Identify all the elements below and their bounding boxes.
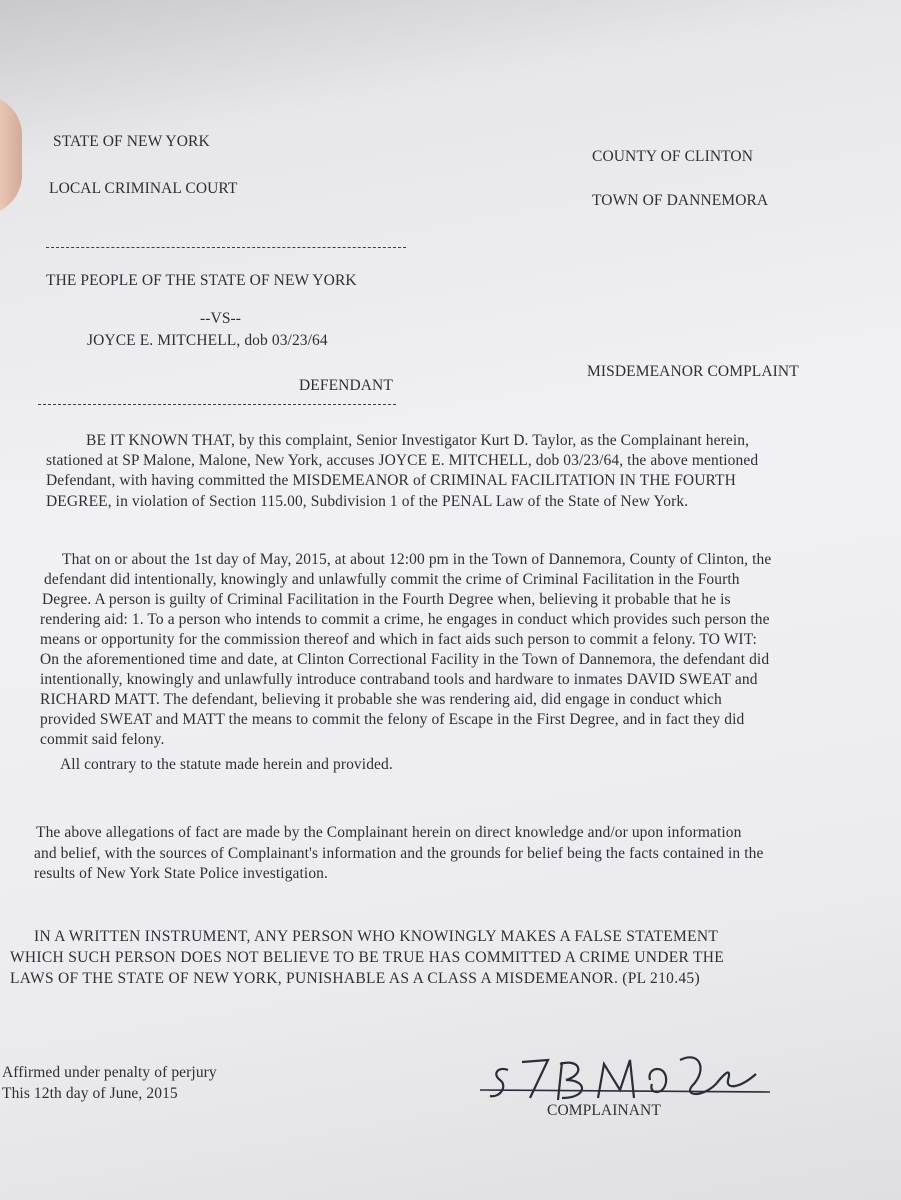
p1-line-1: BE IT KNOWN THAT, by this complaint, Senior Investigator Kurt D. Taylor, as the Complainant herein, [86, 432, 750, 449]
p3-line-3: results of New York State Police investigation. [34, 865, 329, 882]
complaint-type: MISDEMEANOR COMPLAINT [587, 363, 799, 380]
court-heading: LOCAL CRIMINAL COURT [49, 180, 238, 197]
defendant-name: JOYCE E. MITCHELL, dob 03/23/64 [87, 332, 328, 349]
caption-top-rule [46, 247, 406, 248]
p2-line-5: means or opportunity for the commission thereof and which in fact aids such person to commit a felony. TO WIT: [40, 631, 757, 648]
warning-line-1: IN A WRITTEN INSTRUMENT, ANY PERSON WHO KNOWINGLY MAKES A FALSE STATEMENT [34, 928, 719, 945]
town-heading: TOWN OF DANNEMORA [592, 192, 769, 209]
thumb [0, 95, 22, 215]
warning-line-3: LAWS OF THE STATE OF NEW YORK, PUNISHABLE AS A CLASS A MISDEMEANOR. (PL 210.45) [10, 970, 700, 987]
caption-bottom-rule [38, 404, 396, 405]
p2-line-7: intentionally, knowingly and unlawfully introduce contraband tools and hardware to inmates DAVID SWEAT and [40, 671, 758, 688]
p2-line-8: RICHARD MATT. The defendant, believing it probable she was rendering aid, did engage in conduct which [40, 691, 722, 708]
contrary-line: All contrary to the statute made herein and provided. [60, 756, 393, 773]
p1-line-3: Defendant, with having committed the MISDEMEANOR of CRIMINAL FACILITATION IN THE FOURTH [46, 472, 736, 489]
p2-line-2: defendant did intentionally, knowingly and unlawfully commit the crime of Criminal Facilitation in the Fourth [44, 571, 740, 588]
complainant-signature [470, 1040, 790, 1110]
warning-line-2: WHICH SUCH PERSON DOES NOT BELIEVE TO BE TRUE HAS COMMITTED A CRIME UNDER THE [10, 949, 725, 966]
p2-line-10: commit said felony. [40, 731, 165, 748]
p2-line-9: provided SWEAT and MATT the means to commit the felony of Escape in the First Degree, and in fact they did [40, 711, 745, 728]
state-heading: STATE OF NEW YORK [53, 133, 210, 150]
p1-line-4: DEGREE, in violation of Section 115.00, Subdivision 1 of the PENAL Law of the State of New York. [46, 493, 689, 510]
affirmed-line-1: Affirmed under penalty of perjury [2, 1064, 217, 1081]
p2-line-6: On the aforementioned time and date, at Clinton Correctional Facility in the Town of Dannemora, the defendant did [40, 651, 770, 668]
p3-line-1: The above allegations of fact are made by the Complainant herein on direct knowledge and/or upon information [36, 824, 742, 841]
p3-line-2: and belief, with the sources of Complainant's information and the grounds for belief being the facts contained in the [34, 845, 764, 862]
defendant-label: DEFENDANT [299, 377, 393, 394]
county-heading: COUNTY OF CLINTON [592, 148, 754, 165]
p2-line-3: Degree. A person is guilty of Criminal Facilitation in the Fourth Degree when, believing it probable that he is [42, 591, 731, 608]
affirmed-line-2: This 12th day of June, 2015 [2, 1085, 178, 1102]
p2-line-4: rendering aid: 1. To a person who intends to commit a crime, he engages in conduct which provides such person the [40, 611, 770, 628]
p1-line-2: stationed at SP Malone, Malone, New York, accuses JOYCE E. MITCHELL, dob 03/23/64, the above mentioned [46, 452, 759, 469]
p2-line-1: That on or about the 1st day of May, 2015, at about 12:00 pm in the Town of Dannemora, County of Clinton, the [62, 551, 772, 568]
versus-label: --VS-- [200, 310, 242, 327]
plaintiff-caption: THE PEOPLE OF THE STATE OF NEW YORK [46, 272, 357, 289]
complainant-label: COMPLAINANT [547, 1102, 661, 1119]
